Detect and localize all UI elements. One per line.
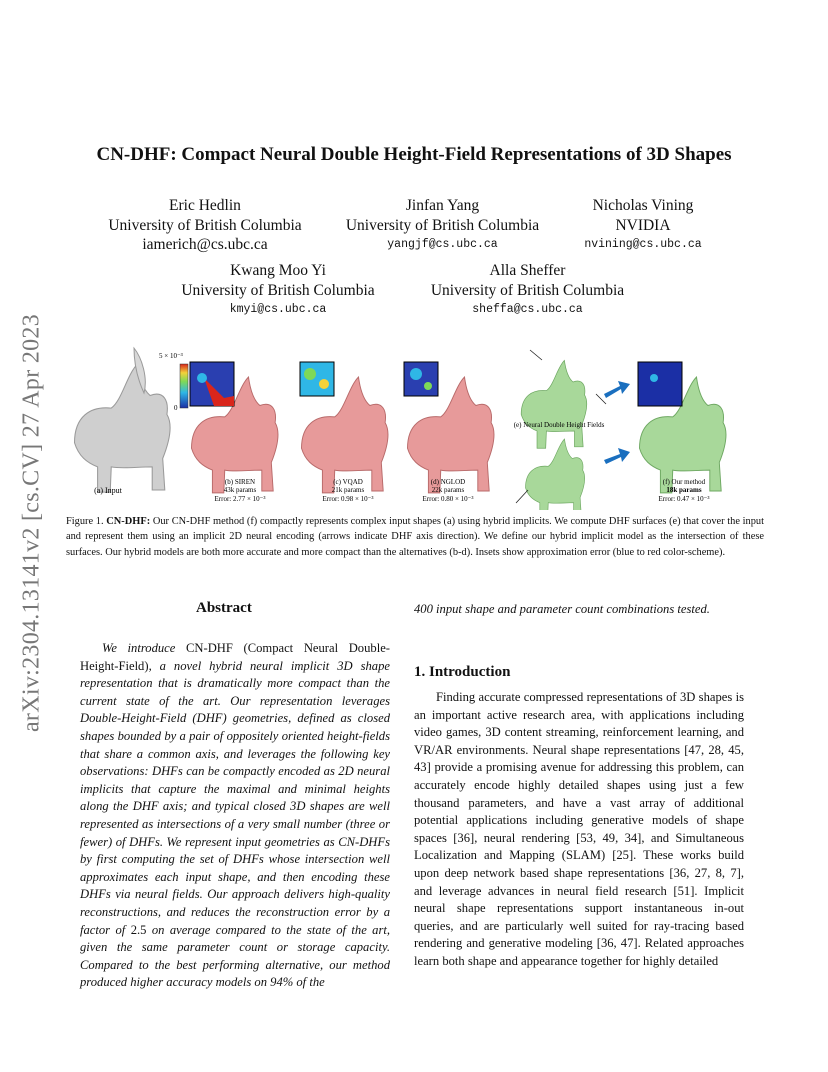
author-name: Kwang Moo Yi xyxy=(230,262,326,279)
panel-params: 22k params xyxy=(431,486,465,494)
author-email: yangjf@cs.ubc.ca xyxy=(387,238,498,251)
caption-text: Our CN-DHF method (f) compactly represents complex input shapes (a) using hybrid implicits. We compute DHF surfaces (e) that cover the input and represent them using an implicit 2D neural encoding (arrows indicate DHF axis direction). We define our hybrid implicit model as the intersection of these surfaces. Our hybrid models are both more accurate and more compact than the alternatives (b-d). Insets show approximation error (blue to red color-scheme). xyxy=(66,516,765,558)
axis-arrow xyxy=(530,350,542,360)
panel-label: (c) VQAD xyxy=(333,478,363,486)
abstract-text: We introduce CN-DHF (Compact Neural Double-Height-Field), a novel hybrid neural implicit 3D shape representation that is dramatically more compact than the current state of the art. Our representation leverages Double-Height-Field (DHF) geometries, defined as closed shapes bounded by a pair of oppositely oriented height-fields that share a common axis, and leverages the following key observations: DHFs can be compactly encoded as 2D neural implicits that capture the maximal and minimal heights along the DHF axis; and typical closed 3D shapes are well represented as intersections of a very small number (three or fewer) of DHFs. We represent input geometries as CN-DHFs by first computing the set of DHFs whose intersection well approximates each input shape, and then encoding these DHFs via neural fields. Our approach delivers high-quality reconstructions, and reduces the reconstruction error by a factor of 2.5 on average compared to the state of the art, given the same parameter count or storage capacity. Compared to the best performing alternative, our method produced higher accuracy models on 94% of the xyxy=(80,641,391,990)
author-email: kmyi@cs.ubc.ca xyxy=(229,303,327,316)
author-affiliation: University of British Columbia xyxy=(345,216,540,234)
author-affiliation: University of British Columbia xyxy=(181,281,375,299)
panel-params: 21k params xyxy=(331,486,365,494)
panel-error: Error: 0.98 × 10⁻³ xyxy=(322,495,374,503)
author-name: Alla Sheffer xyxy=(489,262,566,279)
panel-params: 43k params xyxy=(223,486,257,494)
author-block xyxy=(172,261,384,320)
colorbar xyxy=(180,364,188,408)
nglod-result xyxy=(404,362,494,493)
arxiv-side-label: arXiv:2304.13141v2 [cs.CV] 27 Apr 2023 xyxy=(18,313,45,733)
section-heading: 1. Introduction xyxy=(414,664,511,680)
author-block xyxy=(420,261,635,320)
author-affiliation: University of British Columbia xyxy=(430,281,625,299)
intro-text: Finding accurate compressed representations of 3D shapes is an important active research area, with applications including video games, 3D content streaming, reinforcement learning, and VR/AR environments. Neural shape representations [47, 28, 45, 43] provide a promising avenue for addressing this problem, can accurately encode highly detailed shapes using just a few thousand parameters, and have a vast array of additional potential applications including generative models of shape spaces [36], neural rendering [53, 49, 34], and Simultaneous Localization and Mapping (SLAM) [25]. These works build upon deep network based shape representations [36, 27, 8, 7], and leverage advances in neural field research [51]. Implicit neural shape representations support instantaneous in-out queries, and are particularly well suited for ray-tracing based rendering and generative modeling [36, 47]. Related approaches learn both shape and appearance together for highly detailed xyxy=(414,690,744,968)
arrow-icon xyxy=(604,448,630,464)
panel-label: (a) Input xyxy=(94,486,122,495)
dhf-shapes xyxy=(513,350,606,510)
arrow-icon xyxy=(604,381,630,398)
author-name: Jinfan Yang xyxy=(405,197,480,214)
author-affiliation: NVIDIA xyxy=(615,216,671,234)
dhf-label: (e) Neural Double Height Fields xyxy=(513,421,605,429)
panel-label: (b) SIREN xyxy=(224,478,256,486)
input-shape xyxy=(75,348,171,492)
author-block xyxy=(335,196,550,255)
author-name: Eric Hedlin xyxy=(169,197,241,214)
author-name: Nicholas Vining xyxy=(592,197,694,214)
author-email: iamerich@cs.ubc.ca xyxy=(142,236,268,253)
panel-params: 18k params xyxy=(666,486,702,494)
teaser-figure xyxy=(64,338,764,510)
colorbar-bottom-label: 0 xyxy=(174,404,178,412)
abstract-continued: 400 input shape and parameter count combinations tested. xyxy=(414,602,710,616)
figure-caption xyxy=(66,514,764,560)
our-result xyxy=(638,362,726,493)
author-email: sheffa@cs.ubc.ca xyxy=(472,303,583,316)
author-block xyxy=(100,196,310,255)
panel-error: Error: 2.77 × 10⁻³ xyxy=(214,495,266,503)
author-block xyxy=(568,196,718,255)
author-email: nvining@cs.ubc.ca xyxy=(584,238,702,251)
paper-title: CN-DHF: Compact Neural Double Height-Field Representations of 3D Shapes xyxy=(96,144,732,165)
panel-label: (f) Our method xyxy=(662,478,706,486)
panel-error: Error: 0.47 × 10⁻³ xyxy=(658,495,710,503)
siren-result xyxy=(190,362,278,493)
panel-error: Error: 0.80 × 10⁻³ xyxy=(422,495,474,503)
vqad-result xyxy=(300,362,388,493)
abstract-heading: Abstract xyxy=(196,600,252,616)
caption-bold: CN-DHF: xyxy=(106,516,151,527)
caption-label: Figure 1. xyxy=(66,516,104,527)
colorbar-top-label: 5 × 10⁻³ xyxy=(159,352,183,360)
panel-label: (d) NGLOD xyxy=(430,478,466,486)
axis-arrow xyxy=(596,394,606,404)
axis-arrow xyxy=(516,490,528,503)
author-affiliation: University of British Columbia xyxy=(108,216,302,234)
